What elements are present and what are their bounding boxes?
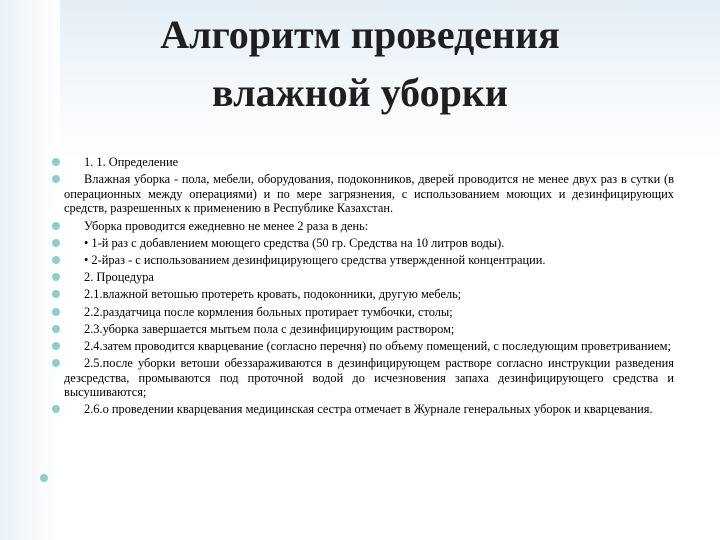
list-item <box>64 356 674 400</box>
list-item <box>64 270 674 285</box>
list-item-text: • 1-й раз с добавлением моющего средства (50 гр. Средства на 10 литров воды). <box>84 235 505 250</box>
list-item <box>64 339 674 354</box>
list-item-text: Влажная уборка - пола, мебели, оборудования, подоконников, дверей проводится не менее двух раз в сутки (в операционных между операциями) и по мере загрязнения, с использованием моющих и дезинфицирующих средств, разрешенных к применению в Республике Казахстан. <box>64 172 674 216</box>
list-item-text: 2.4.затем проводится кварцевание (согласно перечня) по объему помещений, с последующим проветриванием; <box>84 338 671 353</box>
list-item <box>64 253 674 268</box>
list-item <box>64 219 674 234</box>
bullet-icon <box>52 325 60 333</box>
bullet-icon <box>52 158 60 166</box>
list-item <box>64 236 674 251</box>
slide-title-line-2: влажной уборки <box>212 70 508 115</box>
slide-title-line-1: Алгоритм проведения <box>160 12 560 57</box>
slide-title <box>0 6 720 122</box>
list-item <box>64 402 674 417</box>
bullet-icon <box>52 222 60 230</box>
bullet-icon <box>52 239 60 247</box>
empty-bullet-icon <box>40 474 48 482</box>
bullet-list <box>64 155 674 420</box>
list-item <box>64 305 674 320</box>
list-item <box>64 155 674 170</box>
list-item <box>64 172 674 216</box>
list-item-text: 1. 1. Определение <box>84 155 179 169</box>
list-item-text: 2.3.уборка завершается мытьем пола с дезинфицирующим раствором; <box>84 321 455 336</box>
bullet-icon <box>52 308 60 316</box>
bullet-icon <box>52 359 60 367</box>
bullet-icon <box>52 342 60 350</box>
list-item-text: 2. Процедура <box>84 270 154 285</box>
bullet-icon <box>52 256 60 264</box>
list-item-text: 2.5.после уборки ветоши обеззараживаются в дезинфицирующем растворе согласно инструкции разведения дезсредства, промываются под проточной водой до исчезновения запаха дезинфицирующего средства и высушиваются; <box>64 356 674 400</box>
list-item-text: 2.6.о проведении кварцевания медицинская сестра отмечает в Журнале генеральных уборок и кварцевания. <box>84 402 653 417</box>
list-item-text: 2.1.влажной ветошью протереть кровать, подоконники, другую мебель; <box>84 287 462 302</box>
list-item <box>64 287 674 302</box>
list-item <box>64 322 674 337</box>
list-item-text: • 2-йраз - с использованием дезинфицирующего средства утвержденной концентрации. <box>84 252 546 267</box>
list-item-text: Уборка проводится ежедневно не менее 2 раза в день: <box>84 218 369 233</box>
list-item-text: 2.2.раздатчица после кормления больных протирает тумбочки, столы; <box>84 304 453 319</box>
